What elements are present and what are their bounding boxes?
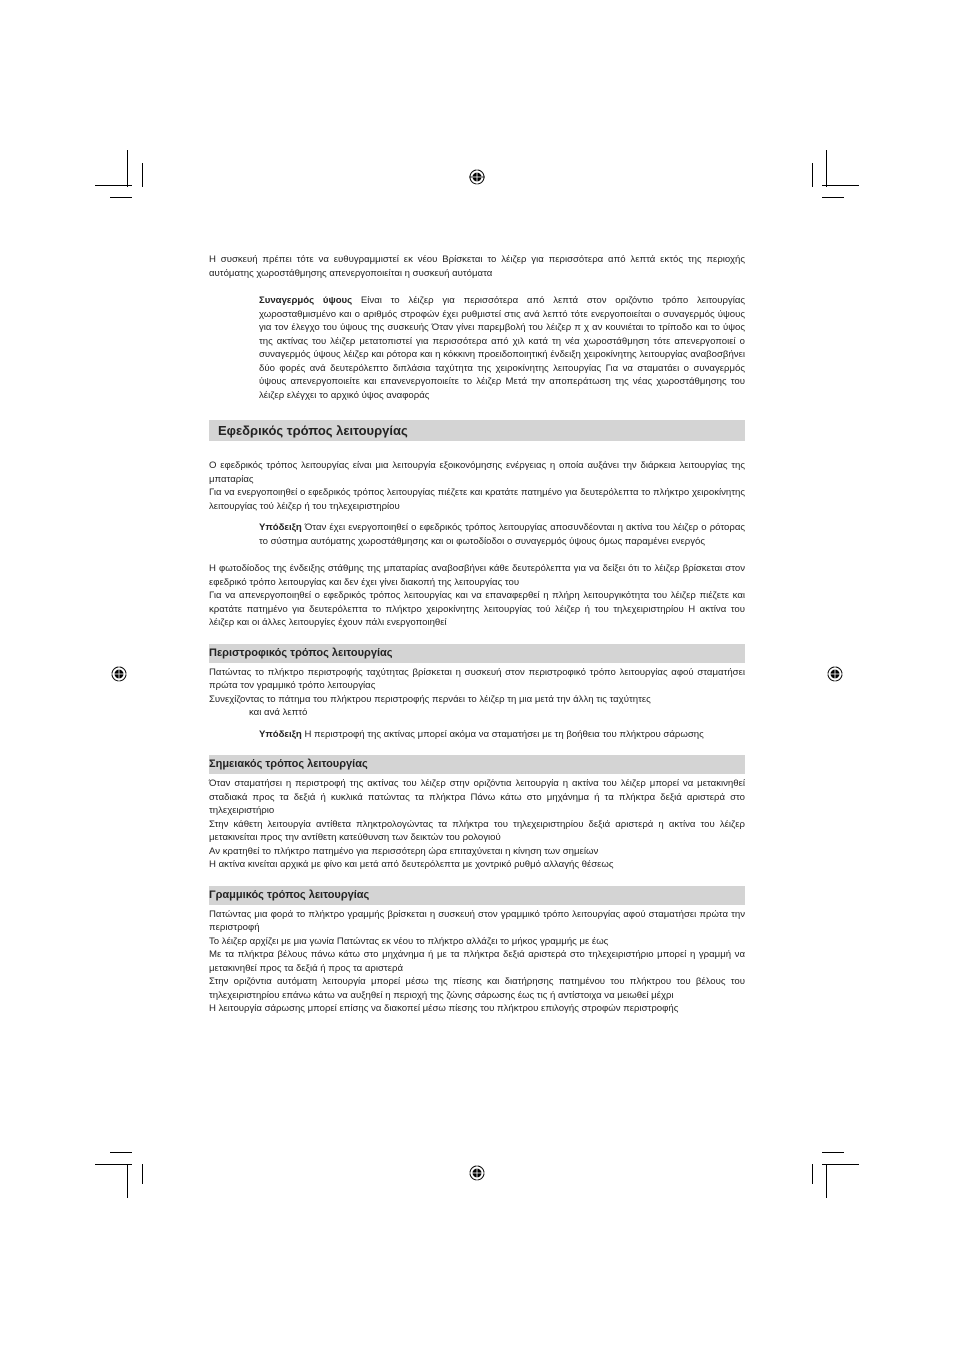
rotation-note xyxy=(259,728,745,742)
point-paragraph: Στην κάθετη λειτουργία αντίθετα πληκτρολογώντας τα πλήκτρα του τηλεχειριστηρίου δεξιά αριστερά η ακτίνα του λέιζερ μετακινείται προς την αντίθετη κατεύθυνση των δεικτών του ρολογιού xyxy=(209,818,745,843)
standby-note-label: Υπόδειξη xyxy=(259,522,302,533)
line-paragraph: Το λέιζερ αρχίζει με μια γωνία Πατώντας εκ νέου το πλήκτρο αλλάζει το μήκος γραμμής με έως xyxy=(209,935,609,947)
standby-paragraph: Για να απενεργοποιηθεί ο εφεδρικός τρόπος λειτουργίας και να επαναφερθεί η πλήρη λειτουργικότητα του λέιζερ πιέζετε και κρατάτε πατημένο για δευτερόλεπτα το πλήκτρο χειροκίνητης λειτουργίας τού λέιζερ ή του τηλεχειριστηρίου Η ακτίνα του λέιζερ και οι άλλες λειτουργίες έχουν πάλι ενεργοποιηθεί xyxy=(209,590,745,628)
standby-paragraph: Ο εφεδρικός τρόπος λειτουργίας είναι μια λειτουργία εξοικονόμησης ενέργειας η οποία αυξάνει την διάρκεια λειτουργίας της μπαταρίας xyxy=(209,460,745,485)
rotation-paragraph: Συνεχίζοντας το πάτημα του πλήκτρου περιστροφής περνάει το λέιζερ τη μια μετά την άλλη τις ταχύτητες xyxy=(209,693,651,705)
page-content xyxy=(209,253,745,1016)
point-paragraph: Αν κρατηθεί το πλήκτρο πατημένο για περισσότερη ώρα επιταχύνεται η κίνηση των σημείων xyxy=(209,845,599,857)
line-paragraph: Η λειτουργία σάρωσης μπορεί επίσης να διακοπεί μέσω πίεσης του πλήκτρου επιλογής στροφών περιστροφής xyxy=(209,1003,679,1014)
section-title-line: Γραμμικός τρόπος λειτουργίας xyxy=(209,886,745,905)
registration-target-icon xyxy=(469,1165,485,1181)
section-title-point: Σημειακός τρόπος λειτουργίας xyxy=(209,755,745,774)
intro-paragraph: Η συσκευή πρέπει τότε να ευθυγραμμιστεί εκ νέου Βρίσκεται το λέιζερ για περισσότερα από λεπτά εκτός της περιοχής αυτόματης χωροστάθμησης απενεργοποιείται η συσκευή αυτόματα xyxy=(209,254,745,279)
section-title-rotation: Περιστροφικός τρόπος λειτουργίας xyxy=(209,644,745,663)
rotation-note-text: Η περιστροφή της ακτίνας μπορεί ακόμα να σταματήσει με τη βοήθεια του πλήκτρου σάρωσης xyxy=(304,728,704,740)
line-paragraph: Στην οριζόντια αυτόματη λειτουργία μπορεί μέσω της πίεσης και διατήρησης πατημένου του πλήκτρου του βέλους του τηλεχειριστηρίου επάνω κάτω να αυξηθεί η περιοχή της ζώνης σάρωσης έως τις ή αντίστοιχα να μειωθεί μέχρι xyxy=(209,976,745,1001)
standby-note xyxy=(259,521,745,548)
height-alarm-text: Είναι το λέιζερ για περισσότερα από λεπτά στον οριζόντιο τρόπο λειτουργίας χωροσταθμισμένο και ο αριθμός στροφών έχει ρυθμιστεί στις ανά λεπτό τότε ενεργοποιείται ο συναγερμός ύψους για τον έλεγχο του ύψους της συσκευής Όταν γίνει παρεμβολή του λέιζερ π χ αν κουνιέται το τρίποδο και το ύψος της ακτίνας του λέιζερ μετατοπιστεί για περισσότερα από χιλ κατά τη νέα χωροστάθμηση τότε απενεργοποιεί ο συναγερμός ύψους λέιζερ και ρότορα και η κόκκινη προειδοποιητική ένδειξη χειροκίνητης λειτουργίας αναβοσβήνει δύο φορές ανά δευτερόλεπτο διπλάσια ταχύτητα της χειροκίνητης λειτουργίας Για να σταματάει ο συναγερμός ύψους απενεργοποιείτε και επανενεργοποιείτε το λέιζερ Μετά την αποπεράτωση της νέας χωροστάθμησης του λέιζερ ελέγχει το αρχικό ύψος αναφοράς xyxy=(259,295,745,401)
registration-target-icon xyxy=(111,666,127,682)
point-paragraph: Η ακτίνα κινείται αρχικά με φίνο και μετά από δευτερόλεπτα με χοντρικό ρυθμό αλλαγής θέσεως xyxy=(209,859,614,870)
standby-paragraph: Για να ενεργοποιηθεί ο εφεδρικός τρόπος λειτουργίας πιέζετε και κρατάτε πατημένο για δευτερόλεπτα το πλήκτρο χειροκίνητης λειτουργίας τού λέιζερ ή του τηλεχειριστηρίου xyxy=(209,487,745,512)
standby-paragraph: Η φωτοδίοδος της ένδειξης στάθμης της μπαταρίας αναβοσβήνει κάθε δευτερόλεπτα για να δείξει ότι το λέιζερ βρίσκεται στον εφεδρικό τρόπο λειτουργίας και δεν έχει γίνει διακοπή της λειτουργίας του xyxy=(209,563,745,588)
rotation-paragraph: και ανά λεπτό xyxy=(249,707,308,718)
line-paragraph: Πατώντας μια φορά το πλήκτρο γραμμής βρίσκεται η συσκευή στον γραμμικό τρόπο λειτουργίας αφού σταματήσει πρώτα την περιστροφή xyxy=(209,908,745,933)
rotation-paragraph: Πατώντας το πλήκτρο περιστροφής ταχύτητας βρίσκεται η συσκευή στον περιστροφικό τρόπο λειτουργίας αφού σταματήσει πρώτα τον γραμμικό τρόπο λειτουργίας xyxy=(209,666,745,691)
registration-target-icon xyxy=(827,666,843,682)
section-title-standby: Εφεδρικός τρόπος λειτουργίας xyxy=(209,420,745,441)
registration-target-icon xyxy=(469,169,485,185)
spacer xyxy=(209,548,745,562)
height-alarm-label: Συναγερμός ύψους xyxy=(259,295,353,306)
point-paragraph: Όταν σταματήσει η περιστροφή της ακτίνας του λέιζερ στην οριζόντια λειτουργία η ακτίνα του λέιζερ μπορεί να μετακινηθεί σταδιακά προς τα δεξιά ή κυκλικά πατώντας τα πλήκτρα Πάνω κάτω στο μηχάνημα ή τα πλήκτρα δεξιά αριστερά στο τηλεχειριστήριο xyxy=(209,778,745,816)
standby-note-text: Όταν έχει ενεργοποιηθεί ο εφεδρικός τρόπος λειτουργίας αποσυνδέονται η ακτίνα του λέιζερ ο ρότορας το σύστημα αυτόματης χωροστάθμησης και οι φωτοδίοδοι ο συναγερμός ύψους όμως παραμένει ενεργός xyxy=(259,522,745,547)
rotation-note-label: Υπόδειξη xyxy=(259,728,302,740)
height-alarm-paragraph xyxy=(259,294,745,402)
line-paragraph: Με τα πλήκτρα βέλους πάνω κάτω στο μηχάνημα ή με τα πλήκτρα δεξιά αριστερά στο τηλεχειριστήριο μπορεί η γραμμή να μετακινηθεί προς τα δεξιά ή προς τα αριστερά xyxy=(209,949,745,974)
